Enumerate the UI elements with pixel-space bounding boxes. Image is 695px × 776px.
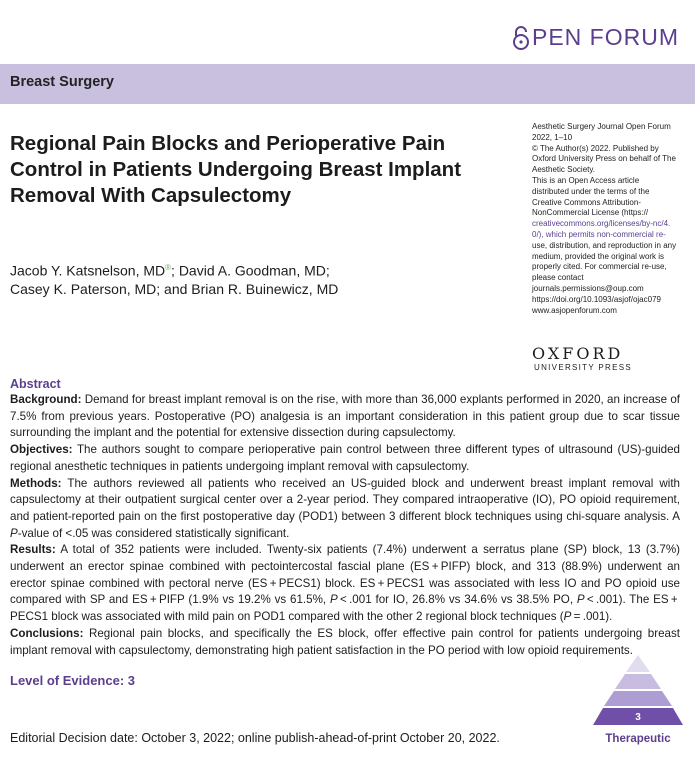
- publisher-sub: UNIVERSITY PRESS: [534, 363, 633, 372]
- pubinfo-line[interactable]: 0/), which permits non-commercial re-: [532, 229, 666, 239]
- editorial-decision-date: Editorial Decision date: October 3, 2022; online publish-ahead-of-print October 20, 2022.: [10, 731, 500, 745]
- results-label: Results:: [10, 543, 56, 557]
- methods-text-2: -value of <.05 was considered statistically significant.: [17, 526, 290, 540]
- article-title: Regional Pain Blocks and Perioperative Pain Control in Patients Undergoing Breast Implant Removal With Capsulectomy: [10, 132, 462, 207]
- pubinfo-line: www.asjopenforum.com: [532, 305, 617, 315]
- journal-logo-text: PEN FORUM: [532, 24, 679, 50]
- abstract-conclusions: [10, 626, 680, 659]
- results-text-3: < .001). The ES + PECS1 block was associated with mild pain on POD1 compared with the other 2 regional block techniques (: [10, 593, 680, 624]
- journal-logo: [511, 24, 679, 51]
- conclusions-text: Regional pain blocks, and specifically the ES block, offer effective pain control for patients undergoing breast implant removal with capsulectomy, demonstrating high patient satisfaction in the PO period with low opioid requirements.: [10, 626, 680, 657]
- pubinfo-line: journals.permissions@oup.com: [532, 283, 644, 293]
- results-text-2: < .001 for IO, 26.8% vs 34.6% vs 38.5% PO,: [337, 593, 577, 607]
- methods-text: The authors reviewed all patients who received an US-guided block and underwent breast implant removal with capsulectomy at their outpatient surgical center over a 2-year period. They compared intraoperative (IO), PO opioid requirement, and patient-reported pain on the first postoperative day (POD1) between 3 different block techniques using chi-square analysis. A: [10, 476, 680, 523]
- evidence-level-number: 3: [635, 712, 641, 723]
- author-list: [10, 259, 430, 298]
- pubinfo-line: properly cited. For commercial re-use,: [532, 262, 667, 272]
- methods-label: Methods:: [10, 476, 62, 490]
- pubinfo-line: please contact: [532, 273, 584, 283]
- abstract-objectives: [10, 442, 680, 475]
- pubinfo-line: distributed under the terms of the: [532, 186, 650, 196]
- abstract-results: [10, 542, 680, 626]
- open-lock-o-icon: [511, 25, 531, 51]
- pubinfo-line: medium, provided the original work is: [532, 251, 665, 261]
- results-text-4: = .001).: [571, 610, 613, 624]
- pubinfo-line: Oxford University Press on behalf of The: [532, 154, 676, 164]
- pubinfo-line[interactable]: creativecommons.org/licenses/by-nc/4.: [532, 219, 671, 229]
- pubinfo-line: Aesthetic Surgery Journal Open Forum: [532, 122, 671, 131]
- author-1: Jacob Y. Katsnelson, MD: [10, 262, 166, 279]
- p-symbol: P: [10, 526, 18, 540]
- abstract-heading: Abstract: [10, 377, 61, 391]
- objectives-text: The authors sought to compare perioperative pain control between three different types of ultrasound (US)-guided regional anesthetic techniques in patients undergoing implant removal with capsulectomy.: [10, 443, 680, 473]
- publisher-logo: OXFORD: [532, 344, 624, 363]
- objectives-label: Objectives:: [10, 443, 73, 457]
- orcid-icon[interactable]: ®: [165, 263, 172, 272]
- author-2: ; David A. Goodman, MD;: [171, 262, 330, 279]
- authors-line-2: Casey K. Paterson, MD; and Brian R. Buinewicz, MD: [10, 280, 339, 297]
- p-symbol: P: [576, 593, 585, 607]
- abstract-methods: [10, 476, 680, 543]
- pubinfo-line: Creative Commons Attribution-: [532, 197, 641, 207]
- section-bar: [0, 64, 695, 104]
- p-symbol: P: [563, 610, 572, 624]
- conclusions-label: Conclusions:: [10, 626, 84, 640]
- pubinfo-line[interactable]: NonCommercial License (https://: [532, 208, 649, 218]
- level-of-evidence: Level of Evidence: 3: [10, 673, 135, 688]
- pubinfo-line: use, distribution, and reproduction in any: [532, 240, 677, 250]
- results-text: A total of 352 patients were included. Twenty-six patients (7.4%) underwent a serratus plane (SP) block, 13 (3.7%) underwent an erector spinae combined with pectointercostal fascial plane (ES + PIFP) block, and 313 (88.9%) underwent an erector spinae combined with pectoral nerve (ES + PECS1) block. ES + PECS1 was associated with less IO and PO opioid use compared with SP and ES + PIFP (1.9% vs 19.2% vs 61.5%,: [10, 543, 680, 607]
- abstract: [10, 376, 680, 659]
- abstract-background: [10, 392, 680, 442]
- background-text: Demand for breast implant removal is on the rise, with more than 36,000 explants performed in 2020, an increase of 7.5% from previous years. Postoperative (PO) analgesia is an important consideration in this patient group due to scar tissue surrounding the implant and the potential for extensive dissection during capsulectomy.: [10, 393, 680, 440]
- evidence-pyramid-icon: [590, 655, 686, 745]
- evidence-type-label: Therapeutic: [605, 733, 671, 745]
- p-symbol: P: [329, 593, 338, 607]
- pubinfo-line: https://doi.org/10.1093/asjof/ojac079: [532, 294, 661, 304]
- pubinfo-line: Aesthetic Society.: [532, 165, 595, 175]
- pubinfo-line: © The Author(s) 2022. Published by: [532, 143, 659, 153]
- pubinfo-line: This is an Open Access article: [532, 175, 640, 185]
- section-label: Breast Surgery: [10, 74, 114, 90]
- publication-info: [532, 122, 688, 316]
- pubinfo-line: 2022, 1–10: [532, 132, 573, 142]
- background-label: Background:: [10, 393, 82, 406]
